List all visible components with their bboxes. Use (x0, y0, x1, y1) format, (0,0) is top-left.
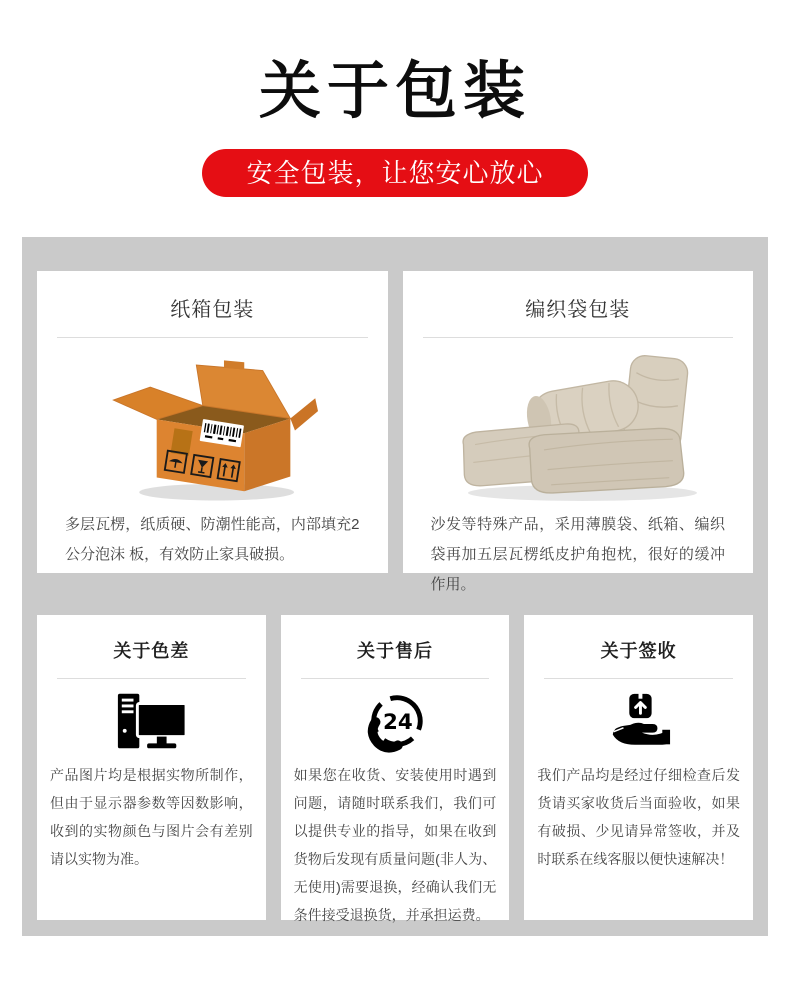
woven-bundles-illustration (432, 339, 724, 509)
card-description: 如果您在收货、安装使用时遇到问题，请随时联系我们，我们可以提供专业的指导，如果在收到货物后发现有质量问题(非人为、无使用)需要退换，经确认我们无条件接受退换货，并承担运费。 (293, 767, 497, 924)
woven-bag-image (403, 338, 754, 510)
hand-holding-box-icon (606, 689, 672, 755)
card-carton-packaging (37, 271, 388, 573)
card-description: 多层瓦楞，纸质硬、防潮性能高，内部填充2公分泡沫 板，有效防止家具破损。 (65, 516, 360, 564)
card-color-difference (37, 615, 266, 920)
icon-wrap (37, 679, 266, 759)
card-description: 我们产品均是经过仔细检查后发货请买家收货后当面验收，如果有破损、少见请异常签收，并及时联系在线客服以便快速解决！ (537, 767, 741, 868)
icon-wrap (524, 679, 753, 759)
card-title: 关于色差 (113, 641, 190, 662)
24-hour-phone-icon (362, 689, 428, 755)
card-title: 关于售后 (357, 641, 433, 662)
page-title: 关于包装 (258, 57, 531, 126)
banner-pill (202, 149, 587, 197)
carton-box-illustration (106, 341, 318, 507)
card-description: 沙发等特殊产品，采用薄膜袋、纸箱、编织袋再加五层瓦楞纸皮护角抱枕，很好的缓冲作用。 (430, 516, 725, 594)
packaging-section (22, 237, 768, 936)
card-sign-receipt (524, 615, 753, 920)
card-title: 编织袋包装 (525, 299, 631, 322)
card-title: 关于签收 (600, 641, 677, 662)
desktop-computer-icon (114, 691, 188, 753)
icon-wrap (281, 679, 510, 759)
icon-24-label: 24 (383, 710, 413, 736)
banner-text: 安全包装，让您安心放心 (246, 158, 544, 189)
card-after-sales (281, 615, 510, 924)
packaging-cards-row (37, 271, 753, 594)
card-title: 纸箱包装 (170, 299, 255, 322)
carton-box-image (37, 338, 388, 510)
card-woven-bag-packaging (403, 271, 754, 594)
card-description: 产品图片均是根据实物所制作，但由于显示器参数等因数影响，收到的实物颜色与图片会有差别请以实物为准。 (50, 767, 253, 868)
info-cards-row (37, 615, 753, 924)
